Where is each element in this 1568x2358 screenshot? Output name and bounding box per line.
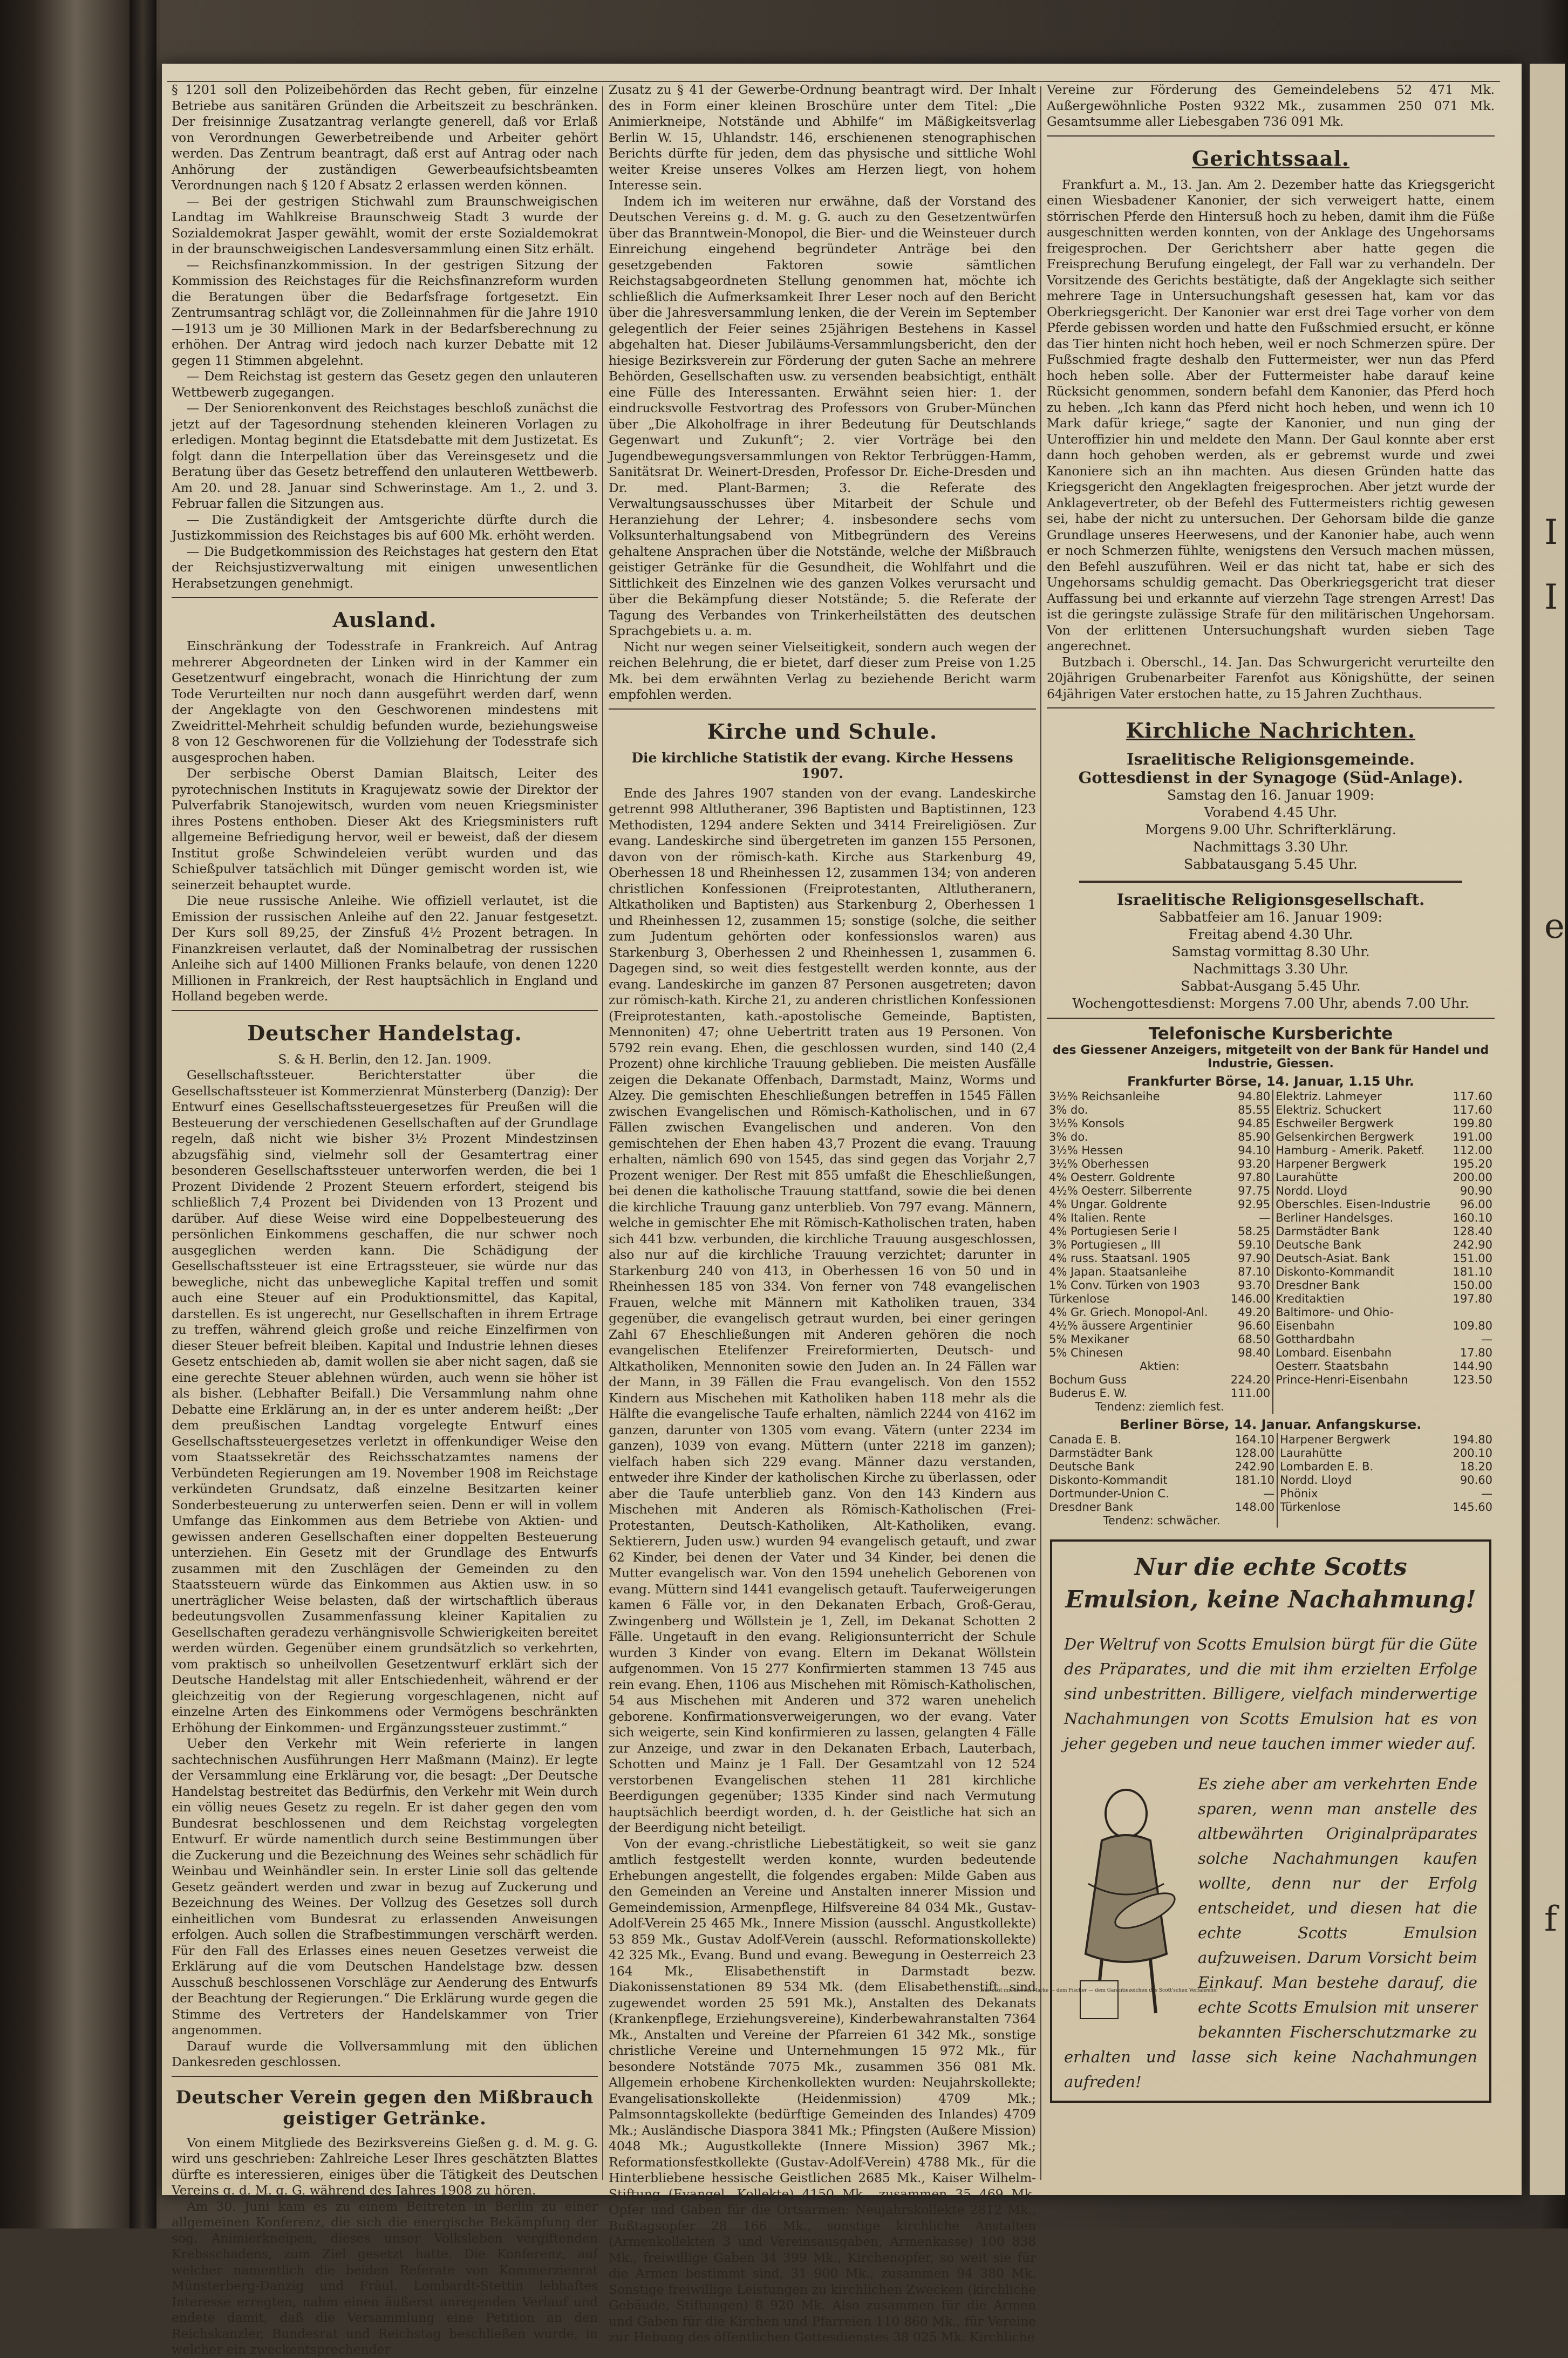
security-price: 145.60 [1453, 1501, 1492, 1514]
security-name: Diskonto-Kommandit [1273, 1265, 1447, 1279]
schedule-line: Freitag abend 4.30 Uhr. [1188, 926, 1353, 942]
security-price: 58.25 [1238, 1225, 1271, 1238]
security-name: Darmstädter Bank [1273, 1225, 1447, 1238]
security-name: Phönix [1277, 1487, 1435, 1501]
column-1 [172, 82, 598, 2357]
market-tendency: Tendenz: ziemlich fest. [1095, 1400, 1224, 1413]
security-name: 3½% Oberhessen [1049, 1157, 1149, 1170]
security-price: 87.10 [1238, 1265, 1271, 1278]
security-name: 5% Mexikaner [1049, 1333, 1129, 1346]
security-name: Deutsche Bank [1049, 1460, 1135, 1473]
schedule-subheading: Gottesdienst in der Synagoge (Süd-Anlage). [1078, 768, 1463, 787]
security-name: 3% do. [1049, 1130, 1088, 1143]
security-price: 94.80 [1238, 1090, 1271, 1103]
article-paragraph: Indem ich im weiteren nur erwähne, daß der Vorstand des Deutschen Vereins g. d. M. g. G. auch zu den Gesetzentwürfen über das Branntwein-Monopol, die Bier- und die Weinsteuer durch Einreichung eingehend begründeter Anträge bei den gesetzgebenden Faktoren sowie sämtlichen Reichstagsabgeordneten Stellung genommen hat, möchte ich schließlich die Aufmerksamkeit Ihrer Leser noch auf den Bericht über die Jahresversammlung lenken, die der Verein im September gelegentlich der Feier seines 25jährigen Bestehens in Kassel abgehalten hat. Dieser Jubiläums-Versammlungsbericht, den der hiesige Bezirksverein zur Förderung der guten Sache an mehrere Behörden, Gesellschaften usw. zu versenden beabsichtigt, enthält eine Fülle des Interessanten. Erwähnt seien hier: 1. der eindrucksvolle Festvortrag des Professors von Gruber-München über „Die Alkoholfrage in ihrer Bedeutung für Deutschlands Gegenwart und Zukunft“; 2. vier Vorträge bei den Jugendbewegungsversammlungen von Rektor Terbrüggen-Hamm, Sanitätsrat Dr. Weinert-Dresden, Professor Dr. Eiche-Dresden und Dr. med. Plant-Barmen; 3. die Referate des Verwaltungsausschusses über Mitarbeit der Schule und Heranziehung der Lehrer; 4. insbesondere sechs vom Volksunterhaltungsabend von Mitbegründern des Vereins gehaltene Ansprachen über die Notstände, welche der Mißbrauch geistiger Getränke für die Gesundheit, die Wohlfahrt und die Sittlichkeit des Einzelnen wie des ganzen Volkes verursacht und über die Bekämpfung dieser Notstände; 5. die Referate der Tagung des Verbandes von Trinkerheilstätten des deutschen Sprachgebiets u. a. m. [609, 193, 1036, 638]
security-name: Harpener Bergwerk [1277, 1433, 1435, 1447]
schedule-divider [1079, 881, 1462, 883]
security-name: Eisenbahn [1273, 1319, 1447, 1333]
security-price: 90.60 [1460, 1474, 1492, 1487]
schedule-heading: Israelitische Religionsgemeinde. [1127, 750, 1415, 768]
article-subheading: Die kirchliche Statistik der evang. Kirche Hessens 1907. [631, 749, 1013, 781]
section-divider [609, 708, 1036, 710]
article-paragraph: Darauf wurde die Vollversammlung mit den üblichen Dankesreden geschlossen. [172, 2038, 598, 2069]
security-name: 4½% Oesterr. Silberrente [1049, 1184, 1192, 1197]
news-item: — Bei der gestrigen Stichwahl zum Braunschweigischen Landtag im Wahlkreise Braunschweig Stadt 3 wurde der Sozialdemokrat Jasper gewählt, womit der erste Sozialdemokrat in der braunschweigischen Landesversammlung einen Sitz erhält. [172, 193, 598, 256]
empty-cell [1277, 1514, 1435, 1528]
adjacent-page-edge [1530, 64, 1565, 2195]
section-divider [172, 1010, 598, 1011]
stock-row [1047, 1460, 1495, 1474]
security-price: 17.80 [1460, 1346, 1492, 1359]
section-divider [1047, 707, 1495, 708]
security-name: Laurahütte [1277, 1447, 1435, 1460]
stock-row [1047, 1265, 1495, 1279]
schedule-line: Wochengottesdienst: Morgens 7.00 Uhr, abends 7.00 Uhr. [1072, 996, 1469, 1011]
exchange-heading-frankfurt: Frankfurter Börse, 14. Januar, 1.15 Uhr. [1127, 1074, 1414, 1089]
margin-fragment: e [1544, 907, 1565, 946]
security-price: 90.90 [1460, 1184, 1492, 1197]
security-name: Gelsenkirchen Bergwerk [1273, 1130, 1447, 1144]
stock-row [1047, 1211, 1495, 1225]
stock-row [1047, 1184, 1495, 1198]
article-paragraph: Ende des Jahres 1907 standen von der evang. Landeskirche getrennt 998 Altlutheraner, 396 Baptisten und Baptistinnen, 123 Methodisten, 1294 andere Sekten und 3414 Freireligiösen. Zur evang. Landeskirche sind übergetreten im ganzen 155 Personen, davon von der römisch-kath. Kirche aus Starkenburg 49, Oberhessen 18 und Rheinhessen 12, zusammen 134; von anderen christlichen Konfessionen (Freiprotestanten, Altlutheranern, Altkatholiken und Baptisten) aus Starkenburg 2, Oberhessen 1 und Rheinhessen 12, zusammen 15; sonstige (solche, die seither zum Judentum gehörten oder konfessionslos waren) aus Starkenburg 3, Oberhessen 2 und Rheinhessen 1, zusammen 6. Dagegen sind, so weit dies festgestellt werden konnte, aus der evang. Landeskirche im ganzen 87 Personen ausgetreten; davon zur römisch-kath. Kirche 21, zu anderen christlichen Konfessionen (Freiprotestanten, kath.-apostolische Gemeinde, Baptisten, Mennoniten) 47; ohne Uebertritt traten aus 19 Personen. Von 5792 rein evang. Ehen, die geschlossen wurden, sind 140 (2,4 Prozent) ohne kirchliche Trauung geblieben. Die meisten Ausfälle zeigen die Dekanate Offenbach, Darmstadt, Mainz, Worms und Alzey. Die gemischten Eheschließungen betreffen in 1545 Fällen zwischen Evangelischen und Römisch-Katholischen, und in 67 Fällen zwischen Evangelischen und anderen. Von den gemischtehen der Ehen haben 43,7 Prozent die evang. Trauung erhalten, nämlich 690 von 1545, das sind gegen das Vorjahr 2,7 Prozent weniger. Der Rest mit 855 umfaßt die Eheschließungen, bei denen die katholische Trauung stattfand, sowie die bei denen die kirchliche Trauung ganz unterblieb. Von 797 evang. Männern, welche in gemischter Ehe mit Römisch-Katholischen traten, haben sich 441 bzw. verbunden, die kirchliche Trauung ausgeschlossen, also nur auf die kirchliche Trauung verzichtet; darunter in Starkenburg 240 von 413, in Oberhessen 16 von 50 und in Rheinhessen 185 von 334. Von ferner von 748 evangelischen Frauen, welche mit Männern mit Katholiken trauen, 334 gegenüber, die evangelisch getraut wurden, bei einer geringen Zahl 67 Eheschließungen mit Anderen gehören die noch evangelischen Etelifenzer Freireformierten, Deutsch- und Altkatholiken, Mennoniten sowie den Juden an. In 24 Fällen war der Mann, in 39 Fällen die Frau evangelisch. Von den 1552 Kindern aus Mischehen mit Katholiken haben 118 mehr als die Hälfte die evangelische Taufe erhalten, nämlich 2244 von 4162 im ganzen, darunter von 1305 vom evang. Vätern (unter 2234 im ganzen), 1039 von evang. Müttern (unter 2218 im ganzen); vielfach haben sich 229 evang. Männer dazu verstanden, entweder ihre Kinder der katholischen Kirche zu überlassen, oder aber die Taufe unterblieb ganz. Von den 143 Kindern aus Mischehen mit Anderen als Römisch-Katholischen (Frei-Protestanten, Deutsch-Katholiken, Alt-Katholiken, evang. Sektierern, Juden usw.) wurden 94 evangelisch getauft, und zwar 62 Kinder, bei denen der Vater und 34 Kinder, bei denen die Mutter evangelisch war. Von den 1594 unehelich Geborenen von evang. Müttern sind 1441 evangelisch getauft. Tauferweigerungen kamen 6 Fälle vor, in den Dekanaten Erbach, Groß-Gerau, Zwingenberg und Wöllstein je 1, Zell, im Dekanat Schotten 2 Fälle. Ungetauft in den evang. Religionsunterricht der Schule wurden 3 Kinder von evang. Eltern im Dekanat Wöllstein aufgenommen. Von 15 277 Konfirmierten stammen 13 745 aus rein evang. Ehen, 1106 aus Mischehen mit Römisch-Katholischen, 54 aus Mischehen mit Anderen und 372 waren unehelich geborene. Konfirmationsverweigerungen, wo der evang. Vater sich weigerte, sein Kind konfirmieren zu lassen, gelangten 4 Fälle zur Anzeige, und zwar in den Dekanaten Erbach, Lauterbach, Schotten und Mainz je 1 Fall. Der Gesamtzahl von 12 524 verstorbenen Evangelischen stehen 11 281 kirchliche Beerdigungen gegenüber; 1335 Kinder sind nach Vermutung hauptsächlich beerdigt worden, d. h. der Geistliche hat sich an der Beerdigung nicht beteiligt. [609, 785, 1037, 1835]
security-name: Türkenlose [1049, 1292, 1110, 1305]
security-name: Kreditaktien [1273, 1292, 1447, 1306]
section-heading-ausland: Ausland. [332, 608, 437, 632]
security-price: 117.60 [1453, 1103, 1492, 1116]
security-price: 128.40 [1453, 1225, 1492, 1238]
news-item: Die neue russische Anleihe. Wie offiziell verlautet, ist die Emission der russischen Anleihe auf den 22. Januar festgesetzt. Der Kurs soll 89,25, der Zinsfuß 4½ Prozent betragen. In Finanzkreisen verlautet, daß der Nominalbetrag der russischen Anleihe sich auf 1400 Millionen Franks belaufe, von denen 1220 Millionen in Frankreich, der Rest hauptsächlich in England und Holland begeben werde. [172, 893, 598, 1004]
stock-row [1047, 1474, 1495, 1487]
exchange-heading-berlin: Berliner Börse, 14. Januar. Anfangskurse. [1120, 1417, 1422, 1432]
article-paragraph: Von der evang.-christliche Liebestätigkeit, so weit sie ganz amtlich festgestellt werden konnte, wurden bedeutende Erhebungen angestellt, die folgendes ergaben: Milde Gaben aus den Gemeinden an Vereine und Anstalten innerer Mission und Gemeindemission, Armenpflege, Hilfsvereine 84 034 Mk., Gustav-Adolf-Verein 25 465 Mk., Innere Mission (ausschl. Angustkollekte) 53 859 Mk., Gustav Adolf-Verein (ausschl. Reformationskollekte) 42 325 Mk., Evang. Bund und evang. Bewegung in Oesterreich 23 164 Mk., Elisabethenstift in Darmstadt bezw. Diakonissenstationen 89 534 Mk. (dem Elisabethenstift sind zugewendet worden 25 591 Mk.), Anstalten des Dekanats (Krankenpflege, Erziehungsvereine), Kinderbewahranstalten 7364 Mk., Anstalten und Vereine der Pfarreien 61 342 Mk., sonstige christliche Vereine und Unternehmungen 15 972 Mk., für besondere Notstände 7075 Mk., zusammen 356 081 Mk. Allgemein erhobene Kirchenkollekten wurden: Neujahrskollekte; Evangelisationskollekte (Heidenmission) 4709 Mk.; Palmsonntagskollekte (bedürftige Gemeinden des Inlandes) 4709 Mk.; Ausländische Diaspora 3841 Mk.; Pfingsten (Außere Mission) 4048 Mk.; Augustkollekte (Innere Mission) 3967 Mk.; Reformationsfestkollekte (Gustav-Adolf-Verein) 4788 Mk., für die Hinterbliebene hessische Geistlichen 2685 Mk., Kaiser Wilhelm-Stiftung (Evangel. Kollekte) 4150 Mk., zusammen 35 469 Mk. Opfer und Gaben für die Ortsarmen: Neujahrskollekte 2812 Mk., Bußtagsopfer 28 166 Mk., sonstige kirchliche Anstalten (Armenkollekten 3 und Vereinsausgaben, Armenkasse) 100 838 Mk., freiwillige Gaben 34 399 Mk., Kirchenopfer, so weit sie für die Armen bestimmt sind, 31 900 Mk., zusammen 94 380 Mk. Sonstige freiwillige Leistungen zu kirchlichen Zwecken (kirchliche Gebäude, Stiftungen) 8 920 Mk. Also zusammen für die Armen und Gaben für die Kirchen und Pfarreien 110 860 Mk., für Vereine zur Hebung des öffentlichen Gottesdienstes 38 025 Mk. Kirchliche [609, 1836, 1036, 2345]
security-price: 49.20 [1238, 1306, 1271, 1319]
margin-fragment: f [1544, 1899, 1557, 1939]
security-price: 59.10 [1238, 1238, 1271, 1251]
security-name: Darmstädter Bank [1049, 1447, 1153, 1460]
section-heading-kirchliche-nachrichten: Kirchliche Nachrichten. [1126, 718, 1416, 742]
security-name: Hamburg - Amerik. Paketf. [1273, 1144, 1447, 1157]
security-price: 117.60 [1453, 1090, 1492, 1103]
security-price: 194.80 [1453, 1433, 1492, 1446]
empty-cell [1435, 1514, 1495, 1528]
column-rule [1040, 86, 1041, 2180]
security-name: Gotthardbahn [1273, 1333, 1447, 1346]
security-price: 200.10 [1453, 1447, 1492, 1460]
security-price: — [1481, 1333, 1492, 1346]
stock-row [1047, 1090, 1495, 1103]
fisherman-trademark-icon [980, 1776, 1218, 2029]
security-price: 94.10 [1238, 1144, 1271, 1157]
security-price: 96.00 [1460, 1198, 1492, 1211]
schedule-line: Samstag vormittag 8.30 Uhr. [1171, 944, 1370, 959]
security-name: Berliner Handelsges. [1273, 1211, 1447, 1225]
advertisement-paragraph: Es ziehe aber am verkehrten Ende sparen, wenn man anstelle des altbewährten Originalpräparates solche Nachahmungen kaufen wollte, denn nur der Erfolg entscheidet, und diesen hat die echte Scotts Emulsion aufzuweisen. Darum Vorsicht beim Einkauf. Man bestehe darauf, die echte Scotts Emulsion mit unserer bekannten Fischerschutzmarke zu erhalten und lasse sich keine Nachahmungen aufreden! [1064, 1775, 1477, 2091]
table-subheading: Aktien: [1140, 1360, 1180, 1373]
news-item: — Die Budgetkommission des Reichstages hat gestern den Etat der Reichsjustizverwaltung mit einigen unwesentlichen Herabsetzungen genehmigt. [172, 543, 598, 591]
security-price: 242.90 [1235, 1460, 1275, 1473]
security-price: 195.20 [1453, 1157, 1492, 1170]
security-price: 144.90 [1453, 1360, 1492, 1373]
security-name: 3% do. [1049, 1103, 1088, 1116]
security-price: 181.10 [1235, 1474, 1275, 1487]
security-price: 199.80 [1453, 1117, 1492, 1130]
news-item: Butzbach i. Oberschl., 14. Jan. Das Schwurgericht verurteilte den 20jährigen Grubenarbeiter Farenfot aus Königshütte, der seinen 64jährigen Vater erstochen hatte, zu 15 Jahren Zuchthaus. [1047, 654, 1495, 701]
security-price: 224.20 [1230, 1373, 1271, 1386]
security-price: 68.50 [1238, 1333, 1271, 1346]
stock-row [1047, 1292, 1495, 1306]
schedule-heading: Israelitische Religionsgesellschaft. [1116, 890, 1425, 909]
security-price: 92.95 [1238, 1198, 1271, 1211]
security-name: Nordd. Lloyd [1273, 1184, 1447, 1198]
news-item: — Reichsfinanzkommission. In der gestrigen Sitzung der Kommission des Reichstages für die Reichsfinanzreform wurden die Beratungen über die Bedarfsfrage fortgesetzt. Ein Zentrumsantrag schlägt vor, die Zolleinnahmen für die Jahre 1910—1913 um je 30 Millionen Mark in der Bedarfsberechnung zu erhöhen. Der Antrag wird jedoch nach kurzer Debatte mit 12 gegen 11 Stimmen abgelehnt. [172, 257, 598, 368]
security-price: 164.10 [1235, 1433, 1275, 1446]
security-price: 97.75 [1238, 1184, 1271, 1197]
security-name: 5% Chinesen [1049, 1346, 1123, 1359]
security-name: Elektriz. Schuckert [1273, 1103, 1447, 1117]
stock-row [1047, 1514, 1495, 1528]
security-price: 123.50 [1453, 1373, 1492, 1386]
schedule-date: Samstag den 16. Januar 1909: [1167, 787, 1374, 803]
security-name: Nordd. Lloyd [1277, 1474, 1435, 1487]
security-name: Dresdner Bank [1049, 1501, 1133, 1514]
stock-row [1047, 1279, 1495, 1292]
stock-table-berlin [1047, 1433, 1495, 1528]
security-name: 4% Ungar. Goldrente [1049, 1198, 1167, 1211]
schedule-line: Nachmittags 3.30 Uhr. [1192, 961, 1349, 977]
stock-row [1047, 1157, 1495, 1171]
security-price: 242.90 [1453, 1238, 1492, 1251]
news-item: — Die Zuständigkeit der Amtsgerichte dürfte durch die Justizkommission des Reichstages bis auf 600 Mk. erhöht werden. [172, 512, 598, 543]
section-divider [172, 597, 598, 598]
security-price: 98.40 [1238, 1346, 1271, 1359]
security-name: Dresdner Bank [1273, 1279, 1447, 1292]
security-name: Türkenlose [1277, 1501, 1435, 1514]
schedule-line: Vorabend 4.45 Uhr. [1204, 805, 1338, 820]
article-paragraph: Am 30. Juni kam es zu einem Beitreten in Berlin zu einer allgemeinen Konferenz, die sich die energische Bekämpfung der sog. Animierkneipen, dieses unser Volksleben vergiftenden Krebsschadens, zum Ziel gesetzt hatte. Die Konferenz, auf welcher namentlich die beiden Referate von Kommerzienrat Münsterberg-Danzig und Fräul. Lombardt-Stettin lebhaftes Interesse erregten, nahm einen äußerst anregenden Verlauf und endete damit, daß die Versammlung eine Petition an den Reichskanzler, Bundesrat und Reichstag beschließen wurde, in welcher ein zweckentsprechender [172, 2198, 598, 2357]
security-price: 160.10 [1453, 1211, 1492, 1224]
security-price: 97.90 [1238, 1252, 1271, 1265]
security-name: 4% Gr. Griech. Monopol-Anl. [1049, 1306, 1208, 1319]
section-heading-handelstag: Deutscher Handelstag. [247, 1020, 522, 1045]
security-price: 18.20 [1460, 1460, 1492, 1473]
security-price: 146.00 [1230, 1292, 1271, 1305]
security-price: 109.80 [1453, 1319, 1492, 1332]
empty-cell [1447, 1400, 1495, 1414]
empty-cell [1273, 1387, 1447, 1400]
security-price: 200.00 [1453, 1171, 1492, 1184]
security-name: Eschweiler Bergwerk [1273, 1117, 1447, 1130]
empty-cell [1447, 1387, 1495, 1400]
security-name: Buderus E. W. [1049, 1387, 1128, 1400]
security-price: 181.10 [1453, 1265, 1492, 1278]
stock-report-title: Telefonische Kursberichte [1148, 1024, 1393, 1044]
article-paragraph: Nicht nur wegen seiner Vielseitigkeit, sondern auch wegen der reichen Belehrung, die er bietet, darf dieser zum Preise von 1.25 Mk. bei dem erwähnten Verlag zu beziehende Bericht warm empfohlen werden. [609, 639, 1036, 702]
security-name: 4% russ. Staatsanl. 1905 [1049, 1252, 1191, 1265]
security-name: Elektriz. Lahmeyer [1273, 1090, 1447, 1103]
stock-row [1047, 1319, 1495, 1333]
security-name: Canada E. B. [1049, 1433, 1122, 1446]
market-tendency: Tendenz: schwächer. [1103, 1514, 1221, 1527]
security-name: 3½% Hessen [1049, 1144, 1123, 1157]
empty-cell [1273, 1400, 1447, 1414]
stock-row [1047, 1501, 1495, 1514]
stock-row [1047, 1373, 1495, 1387]
stock-row [1047, 1387, 1495, 1400]
book-binding [129, 0, 156, 2228]
stock-row [1047, 1346, 1495, 1360]
stock-row [1047, 1306, 1495, 1319]
stock-row [1047, 1447, 1495, 1460]
stock-row [1047, 1238, 1495, 1252]
security-price: — [1263, 1487, 1275, 1500]
article-paragraph: § 1201 soll den Polizeibehörden das Recht geben, für einzelne Betriebe aus sanitären Gründen die Arbeitszeit zu beschränken. Der freisinnige Zusatzantrag verlangte generell, daß vor Erlaß von Verordnungen Gewerbetreibende und Arbeiter gehört werden. Das Zentrum beantragt, daß erst auf Antrag oder nach Anhörung der zuständigen Gewerbeaufsichtsbeamten Verordnungen nach § 120 f Absatz 2 erlassen werden können. [172, 82, 598, 193]
margin-fragment: I [1544, 513, 1558, 553]
security-price: 85.90 [1238, 1130, 1271, 1143]
news-item: — Der Seniorenkonvent des Reichstages beschloß zunächst die jetzt auf der Tagesordnung stehenden kleineren Vorlagen zu erledigen. Montag beginnt die Etatsdebatte mit dem Justizetat. Es folgt dann die Interpellation über das Vereinsgesetz und die Beratung über das Gesetz betreffend den unlauteren Wettbewerb. Am 20. und 28. Januar sind Schwerinstage. Am 1., 2. und 3. Februar fallen die Sitzungen aus. [172, 400, 598, 511]
security-name: 4% Oesterr. Goldrente [1049, 1171, 1175, 1184]
article-paragraph: Ueber den Verkehr mit Wein referierte in langen sachtechnischen Ausführungen Herr Maßmann (Mainz). Er legte der Versammlung eine Erklärung vor, die besagt: „Der Deutsche Handelstag bestreitet das Bedürfnis, den Verkehr mit Wein durch ein völlig neues Gesetz zu regeln. Er ist daher gegen den vom Bundesrat beschlossenen und dem Reichstag vorgelegten Entwurf. Er würde namentlich durch seine Bestimmungen über die Zuckerung und die Bezeichnung des Weines sehr schädlich für Weinbau und Weinhändler sein. In erster Linie soll das geltende Gesetz geändert werden und zwar in bezug auf Zuckerung und Bezeichnung des Weines. Der Vollzug des Gesetzes soll durch einheitlichen vom Bundesrat zu erlassenden Anweisungen erfolgen. Auch sollen die Strafbestimmungen verschärft werden. Für den Fall des Erlasses eines neuen Gesetzes verweist die Erklärung auf die vom Deutschen Handelstage bzw. dessen Ausschuß beschlossenen Vorschläge zur Aenderung des Entwurfs der Beachtung der Regierungen.“ Die Erklärung wurde gegen die Stimme des Vertreters der Handelskammer von Trier angenommen. [172, 1736, 598, 2037]
security-name: Lombarden E. B. [1277, 1460, 1435, 1474]
trademark-caption: Nur echt mit diesem Marke — dem Fischer — dem Garantiezeichen des Scott'schen Verfahrens! [980, 1988, 1218, 1993]
news-item: Der serbische Oberst Damian Blaitsch, Leiter des pyrotechnischen Instituts in Kragujewatz sowie der Direktor der Pulverfabrik Stanojewitsch, wurden vom neuen Kriegsminister ihres Postens enthoben. Dieser Akt des Kriegsministers ruft allgemeine Befriedigung hervor, weil er beweist, daß der diesem Institut große Schwindeleien verübt wurden und das Schießpulver tatsächlich mit Dünger gemischt worden ist, wie seinerzeit behauptet wurde. [172, 766, 598, 892]
news-item: Frankfurt a. M., 13. Jan. Am 2. Dezember hatte das Kriegsgericht einen Wiesbadener Kanonier, der sich verweigert hatte, einem störrischen Pferde den Hintersuß hoch zu heben, damit ihm die Füße ausgeschnitten werden konnten, von der Anklage des Ungehorsams freigesprochen. Der Gerichtsherr aber hatte gegen die Freisprechung Berufung eingelegt, der Fall war zu verhandeln. Der Vorsitzende des Gerichts bestätigte, daß der Angeklagte sich seither mehrere Tage in Untersuchungshaft gesessen hat, kam vor das Oberkriegsgericht. Der Kanonier war erst drei Tage vorher von dem Pferde gebissen worden und hatte den Fußschmied ersucht, er könne das Tier hinten nicht hoch heben, weil er noch Schmerzen spüre. Der Fußschmied fragte deshalb den Futtermeister, wer nun das Pferd hoch heben solle. Aber der Futtermeister habe darauf keine Rücksicht genommen, sondern befahl dem Kanonier, das Pferd hoch zu heben. „Ich kann das Pferd nicht hoch heben, und wenn ich 10 Mark dafür kriege,“ sagte der Kanonier, und nun ging der Unteroffizier hin und meldete den Mann. Der Gaul konnte aber erst dann hoch gehoben werden, als er gebremst wurde und zwei Kanoniere sich an ihn machten. Aus diesen Gründen hatte das Kriegsgericht den Angeklagten freigesprochen. Aber jetzt wurde der Anklagevertreter, ob der Befehl des Futtermeisters richtig gewesen sei, habe der nicht zu untersuchen. Der Gehorsam bilde die ganze Grundlage unseres Heerwesens, und der Kanonier habe, auch wenn er noch Schmerzen fühlte, wenigstens den Versuch machen müssen, den Befehl auszuführen. Weil er das nicht tat, habe er sich des Ungehorsams schuldig gemacht. Das Oberkriegsgericht trat dieser Auffassung bei und erkannte auf vierzehn Tage strengen Arrest! Das ist die geringste zulässige Strafe für den militärischen Ungehorsam. Von der erlittenen Untersuchungshaft wurden sieben Tage angerechnet. [1047, 176, 1495, 653]
security-name: 3% Portugiesen „ III [1049, 1238, 1161, 1251]
section-heading-gerichtssaal: Gerichtssaal. [1191, 146, 1350, 171]
section-divider [1047, 135, 1495, 137]
section-heading-verein: Deutscher Verein gegen den Mißbrauch geistiger Getränke. [175, 2086, 594, 2129]
security-name: 3½% Konsols [1049, 1117, 1124, 1130]
security-price: 191.00 [1453, 1130, 1492, 1143]
stock-row [1047, 1252, 1495, 1265]
news-item: Einschränkung der Todesstrafe in Frankreich. Auf Antrag mehrerer Abgeordneten der Linken wird in der Kammer ein Gesetzentwurf eingebracht, wonach die Hinrichtung der zum Tode Verurteilten nur noch dann ausgeführt werden darf, wenn der Angeklagte von den Geschworenen mindestens mit Zweidrittel-Mehrheit schuldig befunden wurde, beziehungsweise 8 von 12 Geschworenen für die Vollziehung der Todesstrafe sich ausgesprochen haben. [172, 638, 598, 765]
news-item: — Dem Reichstag ist gestern das Gesetz gegen den unlauteren Wettbewerb zugegangen. [172, 369, 598, 400]
stock-row [1047, 1433, 1495, 1447]
security-price: — [1259, 1211, 1271, 1224]
column-3 [980, 82, 1495, 2186]
security-price: 148.00 [1235, 1501, 1275, 1514]
security-name: Lombard. Eisenbahn [1273, 1346, 1447, 1360]
stock-table-frankfurt [1047, 1090, 1495, 1414]
stock-row [1047, 1130, 1495, 1144]
stock-row [1047, 1144, 1495, 1157]
security-name: Diskonto-Kommandit [1049, 1474, 1168, 1487]
security-name: 1% Conv. Türken von 1903 [1049, 1279, 1200, 1292]
security-price: 151.00 [1453, 1252, 1492, 1265]
schedule-line: Sabbat-Ausgang 5.45 Uhr. [1181, 978, 1361, 994]
stock-report-subtitle: des Giessener Anzeigers, mitgeteilt von der Bank für Handel und Industrie, Giessen. [1052, 1044, 1489, 1071]
security-name: 4% Italien. Rente [1049, 1211, 1146, 1224]
security-price: 85.55 [1238, 1103, 1271, 1116]
security-name: Oberschles. Eisen-Industrie [1273, 1198, 1447, 1211]
stock-row [1047, 1171, 1495, 1184]
security-price: — [1481, 1487, 1492, 1500]
security-price: 128.00 [1235, 1447, 1275, 1460]
security-price: 111.00 [1230, 1387, 1271, 1400]
security-price: 94.85 [1238, 1117, 1271, 1130]
security-name: 4% Japan. Staatsanleihe [1049, 1265, 1187, 1278]
margin-fragment: I [1544, 577, 1558, 617]
section-divider [172, 2076, 598, 2077]
article-paragraph: Vereine zur Förderung des Gemeindelebens 52 471 Mk. Außergewöhnliche Posten 9322 Mk., zusammen 250 071 Mk. Gesamtsumme aller Liebesgaben 736 091 Mk. [1047, 82, 1495, 129]
security-name: Baltimore- und Ohio- [1273, 1306, 1447, 1319]
security-price: 97.80 [1238, 1171, 1271, 1184]
security-name: 4% Portugiesen Serie I [1049, 1225, 1177, 1238]
column-rule [602, 86, 603, 2180]
security-price: 93.20 [1238, 1157, 1271, 1170]
stock-row [1047, 1333, 1495, 1346]
schedule-line: Sabbatausgang 5.45 Uhr. [1184, 856, 1358, 872]
security-price: 93.70 [1238, 1279, 1271, 1292]
security-price: 150.00 [1453, 1279, 1492, 1292]
security-price: 112.00 [1453, 1144, 1492, 1157]
stock-row [1047, 1198, 1495, 1211]
article-paragraph: Von einem Mitgliede des Bezirksvereins Gießen g. d. M. g. G. wird uns geschrieben: Zahlreiche Leser Ihres geschätzten Blattes dürfte es interessieren, einiges über die Tätigkeit des Deutschen Vereins g. d. M. g. G. während des Jahres 1908 zu hören. [172, 2135, 598, 2198]
security-name: Prince-Henri-Eisenbahn [1273, 1373, 1447, 1387]
schedule-date: Sabbatfeier am 16. Januar 1909: [1159, 909, 1382, 925]
section-divider [1047, 1018, 1495, 1019]
security-name: Laurahütte [1273, 1171, 1447, 1184]
security-name: Harpener Bergwerk [1273, 1157, 1447, 1171]
stock-row [1047, 1103, 1495, 1117]
article-paragraph: Gesellschaftssteuer. Berichterstatter über die Gesellschaftssteuer ist Kommerzienrat Münsterberg (Danzig): Der Entwurf eines Gesellschaftssteuergesetzes für Preußen will die Besteuerung der verschiedenen Gesellschaften auf der Grundlage regeln, daß nicht wie bisher 3½ Prozent Mindestzinsen abzugsfähig sind, vielmehr soll der Gesamtertrag einer besonderen Gesellschaftssteuer unterworfen werden, die bei 1 Prozent Dividende 2 Prozent Steuern erfordert, steigend bis schließlich 7,4 Prozent bei Dividenden von 13 Prozent und darüber. Auf diese Weise wird eine Doppelbesteuerung des persönlichen Einkommens geschaffen, die nur schwer noch ausgeglichen werden kann. Die Schädigung der Gesellschaftssteuer ist eine Ertragssteuer, sie würde nur das bewegliche, nicht das unbewegliche Kapital treffen und somit auch eine Steuer auf ein Produktionsmittel, das Kapital, darstellen. Es ist ungerecht, nur Gesellschaften in ihrem Ertrage zu treffen, während gleich große und reiche Einzelfirmen von dieser Steuer befreit bleiben. Kapital und Industrie lehnen dieses Gesetz entschieden ab, damit wollen sie aber nicht sagen, daß sie eine gerechte Steuer ablehnen würden, auch wenn sie höher ist als bisher. (Lebhafter Beifall.) Die Versammlung nahm ohne Debatte eine Erklärung an, in der es unter anderem heißt: „Der dem preußischen Landtag vorgelegte Entwurf eines Gesellschaftssteuergesetzes verletzt in offenkundiger Weise den vom Staatssekretär des Reichsschatzamtes namens der Verbündeten Regierungen am 19. November 1908 im Reichstage verkündeten Grundsatz, daß einzelne Besitzarten keiner Sonderbesteuerung zu unterwerfen seien. Denn er will in vollem Umfange das Einkommen aus dem Betriebe von Aktien- und gewissen anderen Gesellschaften einer doppelten Besteuerung unterziehen. Ein Gesetz mit der Grundlage des Entwurfs zusammen mit den Zuschlägen der Gemeinden zu den Staatssteuern würde das Einkommen aus Aktien usw. in so unerträglicher Weise belasten, daß der wirtschaftlich überaus bedeutungsvollen Zusammenfassung kleiner Kapitalien zu Gesellschaften geradezu verhängnisvolle Schwierigkeiten bereitet werden würden. Gegenüber einem grundsätzlich so verkehrten, vom praktisch so unheilvollen Gesetzentwurf erklärt sich der Deutsche Handelstag mit aller Entschiedenheit, während er der gleichzeitig von der Regierung vorgeschlagenen, nicht auf einzelne Arten des Einkommens oder Vermögens beschränkten Erhöhung der Einkommen- und Ergänzungssteuer zustimmt.“ [172, 1067, 598, 1735]
stock-row [1047, 1360, 1495, 1373]
security-name: Deutsche Bank [1273, 1238, 1447, 1252]
section-heading-kirche: Kirche und Schule. [707, 719, 938, 744]
article-paragraph: Zusatz zu § 41 der Gewerbe-Ordnung beantragt wird. Der Inhalt des in Form einer kleinen Broschüre unter dem Titel: „Die Animierkneipe, Notstände und Abhilfe“ im Mäßigkeitsverlag Berlin W. 15, Uhlandstr. 146, erschienenen stenographischen Berichts dürfte für jeden, dem das physische und sittliche Wohl weiter Kreise unseres Volkes am Herzen liegt, von hohem Interesse sein. [609, 82, 1036, 193]
stock-row [1047, 1117, 1495, 1130]
column-2 [609, 82, 1037, 2345]
advertisement-headline: Nur die echte Scotts Emulsion, keine Nachahmung! [1065, 1553, 1476, 1613]
stock-row [1047, 1225, 1495, 1238]
security-name: Oesterr. Staatsbahn [1273, 1360, 1447, 1373]
advertisement-scotts-emulsion [980, 1539, 1491, 2103]
stock-row [1047, 1400, 1495, 1414]
security-name: 4½% äussere Argentinier [1049, 1319, 1193, 1332]
security-price: 197.80 [1453, 1292, 1492, 1305]
stock-row [1047, 1487, 1495, 1501]
security-name: Dortmunder-Union C. [1049, 1487, 1169, 1500]
security-price: 96.60 [1238, 1319, 1271, 1332]
security-price [1447, 1306, 1495, 1319]
security-name: 3½% Reichsanleihe [1049, 1090, 1160, 1103]
dateline: S. & H. Berlin, den 12. Jan. 1909. [278, 1051, 492, 1067]
security-name: Deutsch-Asiat. Bank [1273, 1252, 1447, 1265]
security-name: Bochum Guss [1049, 1373, 1127, 1386]
schedule-line: Morgens 9.00 Uhr. Schrifterklärung. [1145, 822, 1396, 837]
schedule-line: Nachmittags 3.30 Uhr. [1192, 839, 1349, 855]
advertisement-paragraph: Der Weltruf von Scotts Emulsion bürgt für die Güte des Präparates, und die mit ihm erzielten Erfolge sind unbestritten. Billigere, vielfach minderwertige Nachahmungen von Scotts Emulsion hat es von jeher gegeben und neue tauchen immer wieder auf. [1064, 1635, 1477, 1753]
